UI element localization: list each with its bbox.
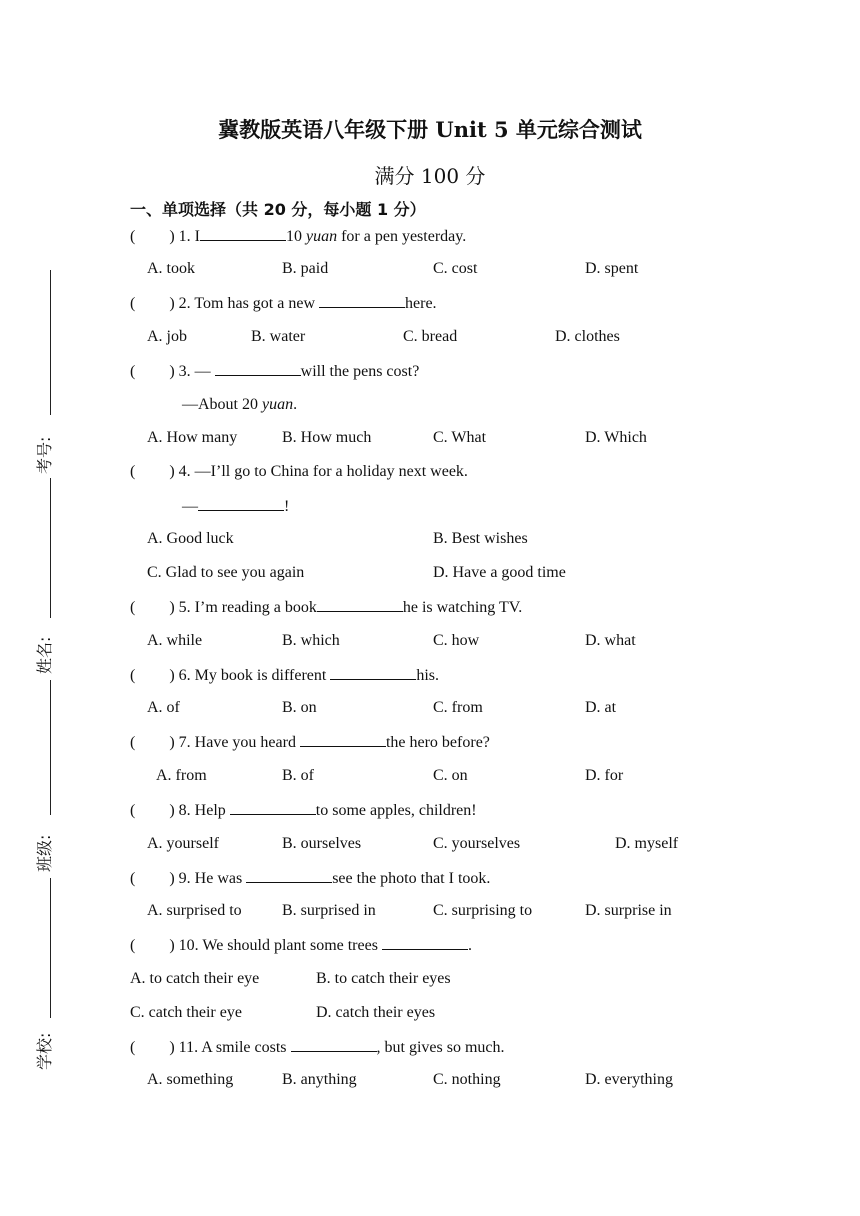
option-c[interactable]: C. how [433, 632, 480, 649]
option-a[interactable]: A. took [147, 260, 195, 277]
option-b[interactable]: B. to catch their eyes [316, 970, 451, 987]
question-3: ( ) 3. — will the pens cost? [130, 363, 420, 380]
option-c[interactable]: C. bread [403, 328, 458, 345]
binding-line-3 [50, 680, 51, 815]
answer-blank[interactable] [319, 293, 405, 308]
option-d[interactable]: D. for [585, 767, 624, 784]
option-a[interactable]: A. surprised to [147, 902, 242, 919]
option-d[interactable]: D. clothes [555, 328, 620, 345]
option-a[interactable]: A. of [147, 699, 180, 716]
option-a[interactable]: A. something [147, 1071, 234, 1088]
option-d[interactable]: D. at [585, 699, 617, 716]
answer-blank[interactable] [330, 665, 416, 680]
question-8: ( ) 8. Help to some apples, children! [130, 802, 477, 819]
option-c[interactable]: C. on [433, 767, 468, 784]
option-d[interactable]: D. what [585, 632, 636, 649]
option-b[interactable]: B. paid [282, 260, 329, 277]
binding-line-1 [50, 270, 51, 415]
question-5: ( ) 5. I’m reading a book he is watching TV. [130, 599, 523, 616]
option-d[interactable]: D. surprise in [585, 902, 672, 919]
option-a[interactable]: A. while [147, 632, 203, 649]
section-heading: 一、单项选择（共 20 分，每小题 1 分） [130, 200, 426, 219]
option-b[interactable]: B. Best wishes [433, 530, 528, 547]
option-d[interactable]: D. myself [615, 835, 679, 852]
option-c[interactable]: C. catch their eye [130, 1004, 242, 1021]
option-d[interactable]: D. catch their eyes [316, 1004, 436, 1021]
exam-number-label: 考号: [35, 436, 54, 474]
option-b[interactable]: B. anything [282, 1071, 357, 1088]
answer-blank[interactable] [300, 732, 386, 747]
option-b[interactable]: B. which [282, 632, 340, 649]
question-7: ( ) 7. Have you heard the hero before? [130, 734, 490, 751]
option-d[interactable]: D. spent [585, 260, 639, 277]
answer-blank[interactable] [291, 1037, 377, 1052]
option-b[interactable]: B. of [282, 767, 314, 784]
question-11: ( ) 11. A smile costs , but gives so much. [130, 1039, 505, 1056]
option-a[interactable]: A. yourself [147, 835, 219, 852]
option-b[interactable]: B. water [251, 328, 306, 345]
page-subtitle: 满分 100 分 [374, 164, 486, 188]
answer-blank[interactable] [198, 496, 284, 511]
option-b[interactable]: B. How much [282, 429, 372, 446]
option-d[interactable]: D. Have a good time [433, 564, 566, 581]
option-c[interactable]: C. Glad to see you again [147, 564, 305, 581]
option-c[interactable]: C. cost [433, 260, 478, 277]
option-b[interactable]: B. ourselves [282, 835, 362, 852]
page-title: 冀教版英语八年级下册 Unit 5 单元综合测试 [218, 117, 642, 142]
answer-blank[interactable] [230, 800, 316, 815]
option-b[interactable]: B. surprised in [282, 902, 376, 919]
option-d[interactable]: D. everything [585, 1071, 673, 1088]
school-label: 学校: [35, 1032, 54, 1070]
answer-blank[interactable] [382, 935, 468, 950]
option-c[interactable]: C. What [433, 429, 487, 446]
answer-blank[interactable] [200, 226, 286, 241]
question-4-reply: — ! [182, 498, 290, 515]
answer-blank[interactable] [215, 361, 301, 376]
option-c[interactable]: C. yourselves [433, 835, 521, 852]
question-9: ( ) 9. He was see the photo that I took. [130, 870, 491, 887]
option-c[interactable]: C. from [433, 699, 483, 716]
option-a[interactable]: A. from [156, 767, 207, 784]
name-label: 姓名: [35, 636, 54, 674]
option-d[interactable]: D. Which [585, 429, 647, 446]
option-a[interactable]: A. to catch their eye [130, 970, 260, 987]
option-b[interactable]: B. on [282, 699, 317, 716]
question-6: ( ) 6. My book is different his. [130, 667, 440, 684]
option-a[interactable]: A. How many [147, 429, 238, 446]
question-1: ( ) 1. I 10 yuan for a pen yesterday. [130, 228, 467, 245]
question-4: ( ) 4. —I’ll go to China for a holiday next week. [130, 463, 468, 480]
question-2: ( ) 2. Tom has got a new here. [130, 295, 437, 312]
question-3-reply: —About 20 yuan. [182, 396, 298, 413]
option-a[interactable]: A. Good luck [147, 530, 234, 547]
option-c[interactable]: C. surprising to [433, 902, 533, 919]
option-c[interactable]: C. nothing [433, 1071, 501, 1088]
question-10: ( ) 10. We should plant some trees . [130, 937, 472, 954]
binding-line-4 [50, 878, 51, 1018]
answer-blank[interactable] [317, 597, 403, 612]
binding-line-2 [50, 478, 51, 618]
option-a[interactable]: A. job [147, 328, 187, 345]
class-label: 班级: [35, 834, 54, 872]
answer-blank[interactable] [246, 868, 332, 883]
